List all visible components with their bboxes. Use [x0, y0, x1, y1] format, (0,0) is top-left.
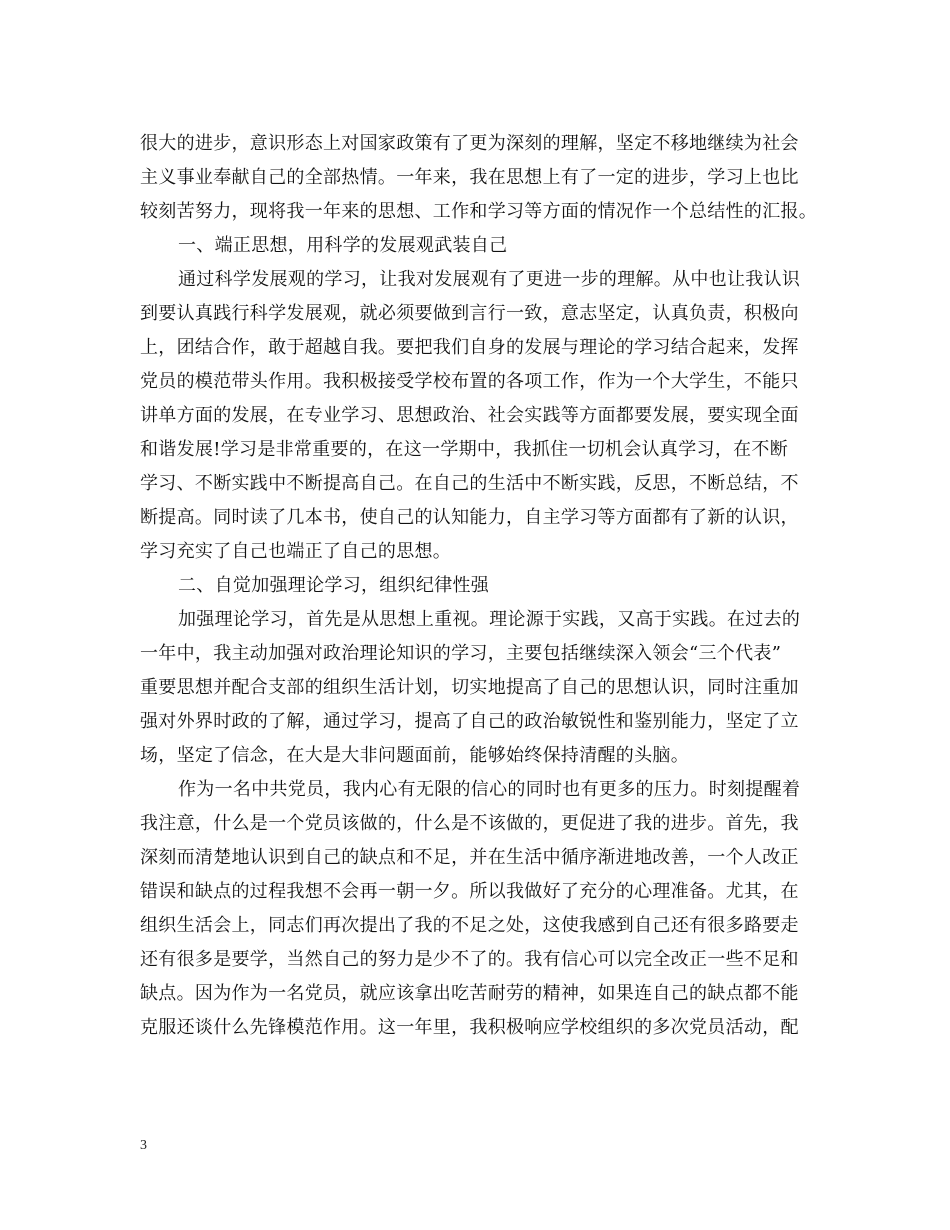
text-line: 我注意，什么是一个党员该做的，什么是不该做的，更促进了我的进步。首先，我: [140, 813, 799, 834]
text-line: 讲单方面的发展，在专业学习、思想政治、社会实践等方面都要发展，要实现全面: [140, 405, 799, 426]
document-body: [140, 127, 820, 1045]
text-line: 作为一名中共党员，我内心有无限的信心的同时也有更多的压力。时刻提醒着: [178, 779, 801, 800]
page-number: 3: [140, 1138, 147, 1153]
text-line: 深刻而清楚地认识到自己的缺点和不足，并在生活中循序渐进地改善，一个人改正: [140, 847, 799, 868]
text-line: 二、自觉加强理论学习，组织纪律性强: [178, 575, 490, 596]
text-line: 克服还谈什么先锋模范作用。这一年里，我积极响应学校组织的多次党员活动，配: [140, 1017, 799, 1038]
text-line: 主义事业奉献自己的全部热情。一年来，我在思想上有了一定的进步，学习上也比: [140, 167, 799, 188]
text-line: 通过科学发展观的学习，让我对发展观有了更进一步的理解。从中也让我认识: [178, 269, 801, 290]
text-line: 学习、不断实践中不断提高自己。在自己的生活中不断实践，反思，不断总结，不: [140, 473, 799, 494]
text-line: 很大的进步，意识形态上对国家政策有了更为深刻的理解，坚定不移地继续为社会: [140, 133, 799, 154]
text-line: 断提高。同时读了几本书，使自己的认知能力，自主学习等方面都有了新的认识，: [140, 507, 799, 528]
text-line: 党员的模范带头作用。我积极接受学校布置的各项工作，作为一个大学生，不能只: [140, 371, 799, 392]
text-line: 上，团结合作，敢于超越自我。要把我们自身的发展与理论的学习结合起来，发挥: [140, 337, 799, 358]
text-line: 场，坚定了信念，在大是大非问题面前，能够始终保持清醒的头脑。: [140, 745, 689, 766]
text-line: 一、端正思想，用科学的发展观武装自己: [178, 235, 508, 256]
text-line: 重要思想并配合支部的组织生活计划，切实地提高了自己的思想认识，同时注重加: [140, 677, 799, 698]
text-line: 强对外界时政的了解，通过学习，提高了自己的政治敏锐性和鉴别能力，坚定了立: [140, 711, 799, 732]
text-line: 组织生活会上，同志们再次提出了我的不足之处，这使我感到自己还有很多路要走: [140, 915, 799, 936]
text-line: 缺点。因为作为一名党员，就应该拿出吃苦耐劳的精神，如果连自己的缺点都不能: [140, 983, 799, 1004]
text-line: 还有很多是要学，当然自己的努力是少不了的。我有信心可以完全改正一些不足和: [140, 949, 799, 970]
text-line: 到要认真践行科学发展观，就必须要做到言行一致，意志坚定，认真负责，积极向: [140, 303, 799, 324]
text-line: 较刻苦努力，现将我一年来的思想、工作和学习等方面的情况作一个总结性的汇报。: [140, 201, 818, 222]
text-line: 加强理论学习，首先是从思想上重视。理论源于实践，又高于实践。在过去的: [178, 609, 801, 630]
text-line: 学习充实了自己也端正了自己的思想。: [140, 541, 452, 562]
text-line: 和谐发展!学习是非常重要的，在这一学期中，我抓住一切机会认真学习，在不断: [140, 439, 789, 460]
text-line: 一年中，我主动加强对政治理论知识的学习，主要包括继续深入领会“三个代表”: [140, 643, 782, 664]
text-line: 错误和缺点的过程我想不会再一朝一夕。所以我做好了充分的心理准备。尤其，在: [140, 881, 799, 902]
